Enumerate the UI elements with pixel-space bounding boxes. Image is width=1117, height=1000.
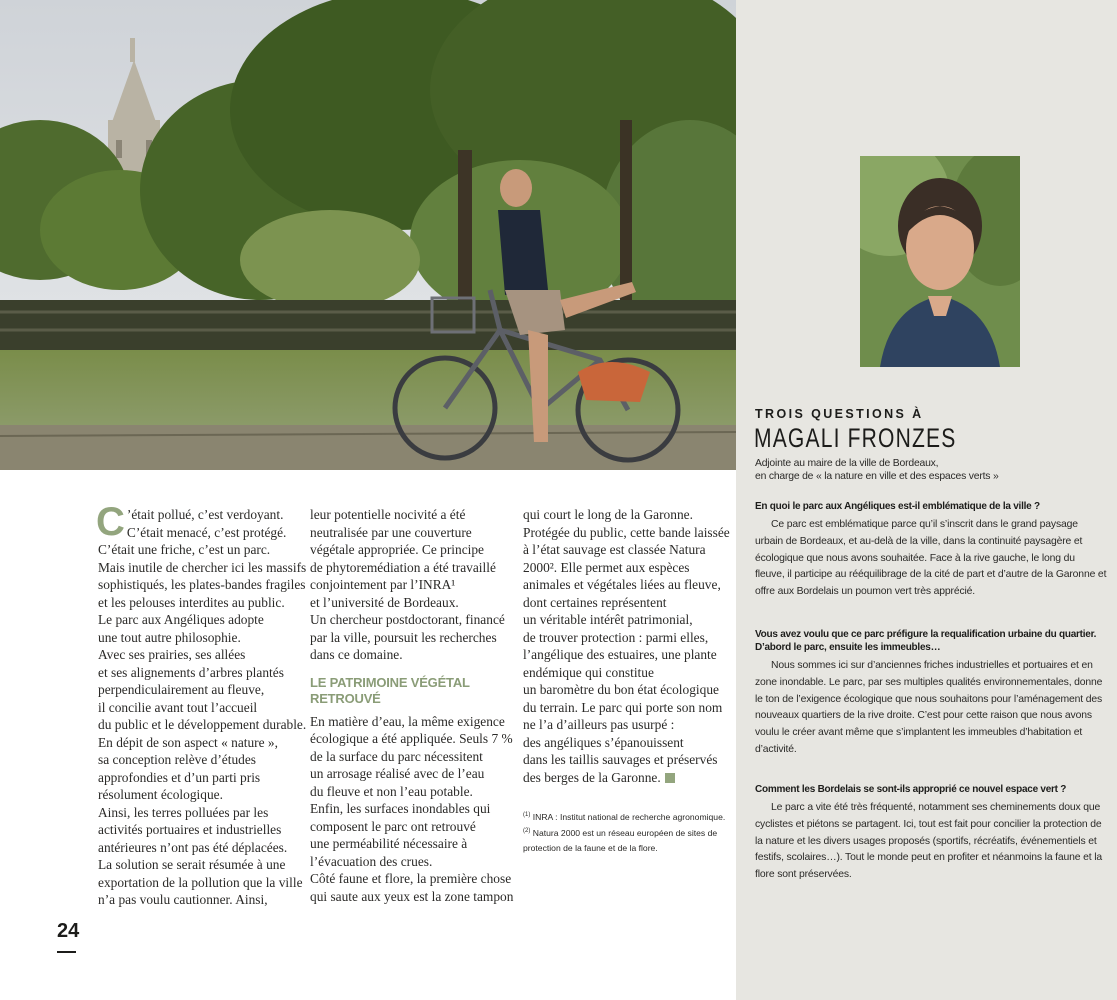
text-line: n’a pas voulu cautionner. Ainsi,	[98, 892, 268, 907]
text-line: Le parc aux Angéliques adopte	[98, 612, 264, 627]
text-line: Côté faune et flore, la première chose	[310, 871, 512, 886]
footnote	[523, 824, 728, 855]
section-subheading	[310, 675, 510, 708]
role-line: Adjointe au maire de la ville de Bordeaux,	[755, 458, 939, 469]
text-line: une perméabilité nécessaire à	[310, 836, 468, 851]
text-line: sophistiqués, les plates-bandes fragiles	[98, 577, 306, 592]
text-line: Ainsi, les terres polluées par les	[98, 804, 269, 820]
text-line: l’angélique des estuaires, une plante	[523, 647, 717, 662]
answer: Le parc a vite été très fréquenté, notamment ses cheminements doux que cyclistes et piétons se partagent. Ici, tout est fait pour concilier la protection de la nature et les divers usages proposés (sportifs, récréatifs, événementiels et festifs, scolaires…). Tout le monde peut en profiter et néanmoins la faune et la flore sont préservées.	[755, 802, 1103, 881]
text-line: dans ce domaine.	[310, 647, 403, 662]
text-line: approfondies et d’un parti pris	[98, 769, 261, 785]
role-line: en charge de « la nature en ville et des espaces verts »	[755, 470, 999, 482]
drop-cap: C	[96, 500, 125, 544]
question: Comment les Bordelais se sont-ils approprié ce nouvel espace vert ?	[755, 784, 1067, 795]
park-cyclist-illustration	[0, 0, 736, 470]
text-line: Enfin, les surfaces inondables qui	[310, 801, 491, 816]
text-line: En matière d’eau, la même exigence	[310, 713, 505, 729]
text-line: de phytoremédiation a été travaillé	[310, 559, 496, 575]
text-line: animales et végétales liées au fleuve,	[523, 577, 721, 592]
text-line: et l’université de Bordeaux.	[310, 594, 459, 610]
text-line: Avec ses prairies, ses allées	[98, 647, 246, 662]
text-line: résolument écologique.	[98, 787, 223, 802]
text-line: La solution se serait résumée à une	[98, 857, 286, 872]
text-line: végétale appropriée. Ce principe	[310, 542, 484, 557]
text-line: ne l’a d’ailleurs pas usurpé :	[523, 717, 675, 732]
text-line: En dépit de son aspect « nature »,	[98, 734, 278, 750]
text-line: conjointement par l’INRA¹	[310, 577, 456, 592]
text-line: 2000². Elle permet aux espèces	[523, 559, 690, 575]
article-column-3	[523, 506, 730, 786]
subheading-line: LE PATRIMOINE VÉGÉTAL	[310, 674, 470, 690]
text-line: et ses alignements d’arbres plantés	[98, 664, 284, 680]
answer: Ce parc est emblématique parce qu’il s’inscrit dans le grand paysage urbain de Bordeaux, et au-delà de la ville, dans la continuité paysagère et écologique que nous avons souhaitée. Face à la rive gauche, le long du fleuve, il participe au rééquilibrage de la cité de part et d’autre de la Garonne et offre aux Bordelais un poumon vert très apprécié.	[755, 519, 1107, 598]
footnote	[523, 808, 728, 824]
text-line: il concilie avant tout l’accueil	[98, 699, 258, 715]
page-number: 24	[57, 920, 80, 942]
qa-block	[755, 783, 1107, 884]
subheading-line: RETROUVÉ	[310, 691, 381, 706]
article-column-1	[96, 500, 307, 909]
text-line: un véritable intérêt patrimonial,	[523, 612, 693, 627]
text-line	[523, 769, 723, 787]
end-of-article-mark	[665, 773, 675, 783]
qa-block	[755, 628, 1107, 759]
text-line: Un chercheur postdoctorant, financé	[310, 612, 505, 627]
interviewee-role	[755, 458, 1015, 483]
question: En quoi le parc aux Angéliques est-il emblématique de la ville ?	[755, 501, 1040, 512]
text-line: endémique qui constitue	[523, 664, 654, 680]
text-line: un baromètre du bon état écologique	[523, 682, 719, 697]
text-line: leur potentielle nocivité a été	[310, 507, 466, 522]
portrait-illustration	[860, 156, 1020, 367]
text-line: C’était une friche, c’est un parc.	[98, 542, 271, 557]
bike-fender	[578, 362, 650, 402]
interviewee-name: MAGALI FRONZES	[754, 423, 957, 453]
text-line: qui saute aux yeux est la zone tampon	[310, 888, 514, 904]
text-line: et les pelouses interdites au public.	[98, 594, 285, 610]
text-line: de la surface du parc nécessitent	[310, 748, 483, 764]
text-line: exportation de la pollution que la ville	[98, 874, 303, 890]
text-line: du fleuve et non l’eau potable.	[310, 783, 473, 799]
footnote-text: INRA : Institut national de recherche agronomique.	[532, 811, 726, 822]
question: Vous avez voulu que ce parc préfigure la requalification urbaine du quartier. D’abord le parc, ensuite les immeubles…	[755, 629, 1097, 653]
text-line: C’était menacé, c’est protégé.	[126, 524, 287, 540]
text-line: dans les taillis sauvages et préservés	[523, 752, 718, 767]
text-line: perpendiculairement au fleuve,	[98, 682, 265, 697]
text-line: ’était pollué, c’est verdoyant.	[126, 507, 284, 522]
text-line: Protégée du public, cette bande laissée	[523, 524, 730, 540]
sidebar-kicker: TROIS QUESTIONS À	[755, 407, 924, 421]
text-line: par la ville, poursuit les recherches	[310, 629, 497, 645]
text-line: Mais inutile de chercher ici les massifs	[98, 559, 307, 575]
text-line: dont certaines représentent	[523, 594, 667, 610]
text-line: du public et le développement durable.	[98, 717, 307, 732]
hero-photo	[0, 0, 736, 470]
interview-sidebar	[736, 0, 1117, 1000]
text-line: une tout autre philosophie.	[98, 629, 241, 645]
text-line: un arrosage réalisé avec de l’eau	[310, 766, 485, 781]
answer: Nous sommes ici sur d’anciennes friches industrielles et portuaires et en zone inondable. Le parc, par ses multiples qualités environnementales, donne le ton de l’exigence écologique que nous souhaitons pour l’aménagement des nouveaux quartiers de la rive droite. C’est pour cette raison que nous avons voulu le créer avant même que s’implantent les immeubles d’habitation et d’activité.	[755, 660, 1103, 755]
text-line: neutralisée par une couverture	[310, 524, 472, 540]
text-line: à l’état sauvage est classée Natura	[523, 542, 706, 557]
text-line-end: des berges de la Garonne.	[523, 769, 661, 785]
page-number-rule	[57, 951, 76, 953]
portrait-photo	[860, 156, 1020, 367]
qa-block	[755, 500, 1107, 601]
text-line: qui court le long de la Garonne.	[523, 507, 693, 522]
article-column-2	[310, 506, 514, 905]
text-line: écologique a été appliquée. Seuls 7 %	[310, 731, 513, 746]
footnote-text: Natura 2000 est un réseau européen de sites de protection de la faune et de la flore.	[523, 828, 718, 853]
footnote-mark: (2)	[523, 828, 531, 835]
text-line: du terrain. Le parc qui porte son nom	[523, 699, 723, 715]
footnote-mark: (1)	[523, 812, 531, 818]
text-line: activités portuaires et industrielles	[98, 822, 282, 837]
text-line: composent le parc ont retrouvé	[310, 818, 476, 834]
footnotes	[523, 808, 728, 856]
text-line: l’évacuation des crues.	[310, 853, 433, 869]
text-line: antérieures n’ont pas été déplacées.	[98, 839, 288, 855]
text-line: des angéliques s’épanouissent	[523, 734, 684, 750]
text-line: sa conception relève d’études	[98, 752, 257, 767]
text-line: de trouver protection : parmi elles,	[523, 629, 709, 645]
